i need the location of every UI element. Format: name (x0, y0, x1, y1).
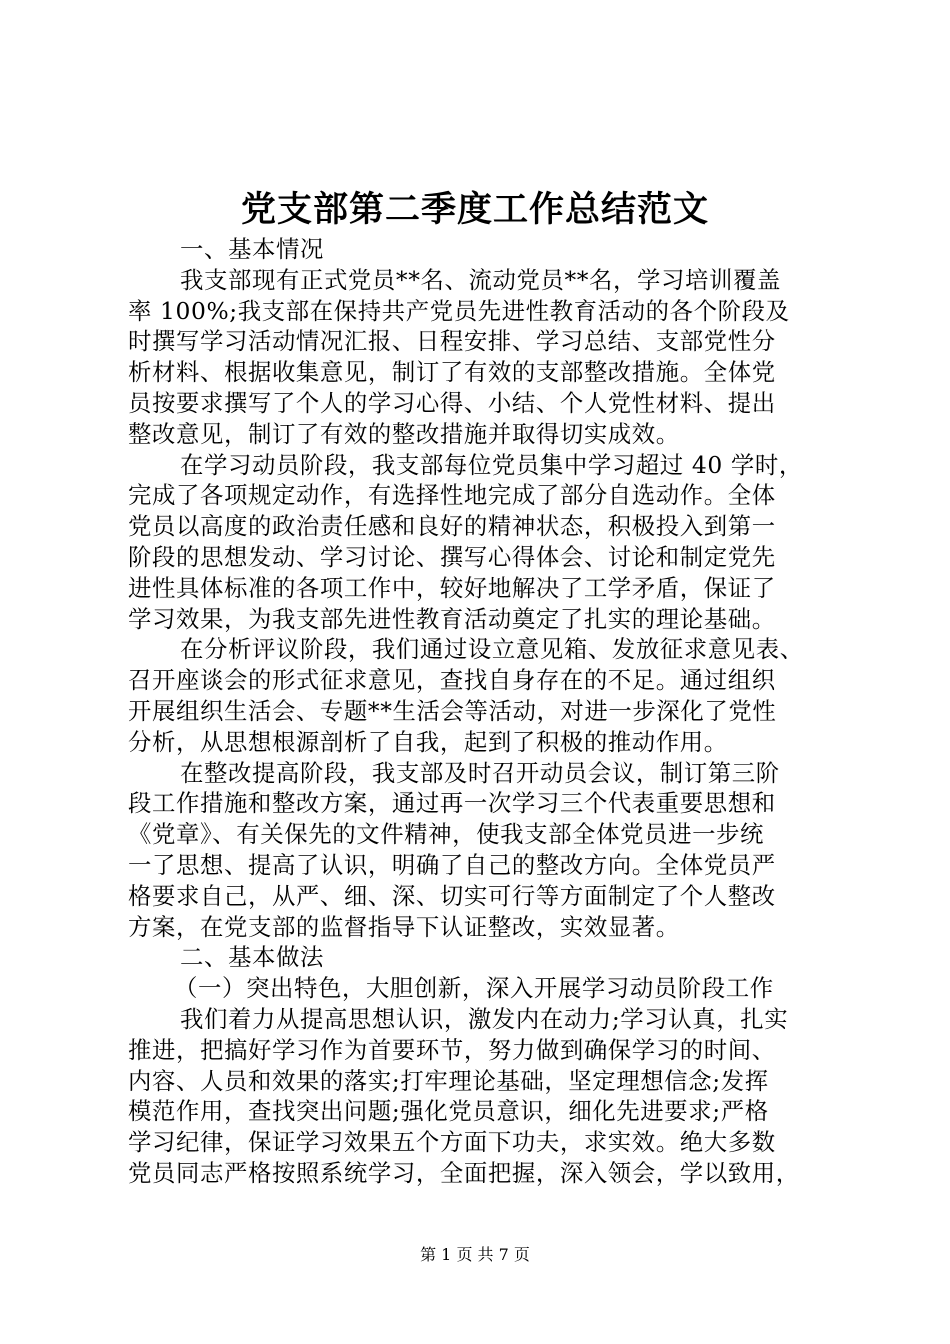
paragraph-line: 格要求自己，从严、细、深、切实可行等方面制定了个人整改 (128, 881, 776, 910)
paragraph-line: 学习纪律，保证学习效果五个方面下功夫，求实效。绝大多数 (128, 1128, 776, 1157)
paragraph-line: 学习效果，为我支部先进性教育活动奠定了扎实的理论基础。 (128, 604, 776, 633)
page-number-footer: 第 1 页 共 7 页 (420, 1245, 530, 1264)
paragraph-line: 析材料、根据收集意见，制订了有效的支部整改措施。全体党 (128, 358, 776, 387)
paragraph-line: 在分析评议阶段，我们通过设立意见箱、发放征求意见表、 (180, 635, 804, 664)
paragraph-line: 党员以高度的政治责任感和良好的精神状态，积极投入到第一 (128, 512, 776, 541)
paragraph-line: 内容、人员和效果的落实;打牢理论基础，坚定理想信念;发挥 (128, 1066, 769, 1095)
paragraph-line: 党员同志严格按照系统学习，全面把握，深入领会，学以致用， (128, 1158, 800, 1187)
document-body (128, 234, 830, 1189)
paragraph-line: 召开座谈会的形式征求意见，查找自身存在的不足。通过组织 (128, 666, 776, 695)
paragraph-line: 整改意见，制订了有效的整改措施并取得切实成效。 (128, 419, 680, 448)
paragraph-line: 率 100%;我支部在保持共产党员先进性教育活动的各个阶段及 (128, 296, 790, 325)
section-heading: 二、基本做法 (180, 943, 324, 972)
paragraph-line: 推进，把搞好学习作为首要环节，努力做到确保学习的时间、 (128, 1035, 776, 1064)
paragraph-line: 开展组织生活会、专题**生活会等活动，对进一步深化了党性 (128, 696, 777, 725)
paragraph-line: 完成了各项规定动作，有选择性地完成了部分自选动作。全体 (128, 481, 776, 510)
document-title: 党支部第二季度工作总结范文 (240, 189, 709, 230)
paragraph-line: 分析，从思想根源剖析了自我，起到了积极的推动作用。 (128, 727, 728, 756)
paragraph-line: 《党章》、有关保先的文件精神，使我支部全体党员进一步统 (128, 820, 765, 849)
section-heading: 一、基本情况 (180, 235, 324, 263)
paragraph-line: 在学习动员阶段，我支部每位党员集中学习超过 40 学时， (180, 450, 803, 479)
paragraph-line: 方案，在党支部的监督指导下认证整改，实效显著。 (128, 912, 680, 941)
subsection-heading: （一）突出特色，大胆创新，深入开展学习动员阶段工作 (174, 974, 774, 1003)
paragraph-line: 在整改提高阶段，我支部及时召开动员会议，制订第三阶 (180, 758, 780, 787)
paragraph-line: 我支部现有正式党员**名、流动党员**名，学习培训覆盖 (180, 265, 781, 294)
paragraph-line: 模范作用，查找突出问题;强化党员意识，细化先进要求;严格 (128, 1097, 769, 1126)
paragraph-line: 一了思想、提高了认识，明确了自己的整改方向。全体党员严 (128, 850, 776, 879)
paragraph-line: 进性具体标准的各项工作中，较好地解决了工学矛盾，保证了 (128, 573, 776, 602)
paragraph-line: 阶段的思想发动、学习讨论、撰写心得体会、讨论和制定党先 (128, 542, 776, 571)
paragraph-line: 员按要求撰写了个人的学习心得、小结、个人党性材料、提出 (128, 388, 776, 417)
paragraph-line: 我们着力从提高思想认识，激发内在动力;学习认真，扎实 (180, 1004, 789, 1033)
paragraph-line: 段工作措施和整改方案，通过再一次学习三个代表重要思想和 (128, 789, 776, 818)
paragraph-line: 时撰写学习活动情况汇报、日程安排、学习总结、支部党性分 (128, 327, 776, 356)
